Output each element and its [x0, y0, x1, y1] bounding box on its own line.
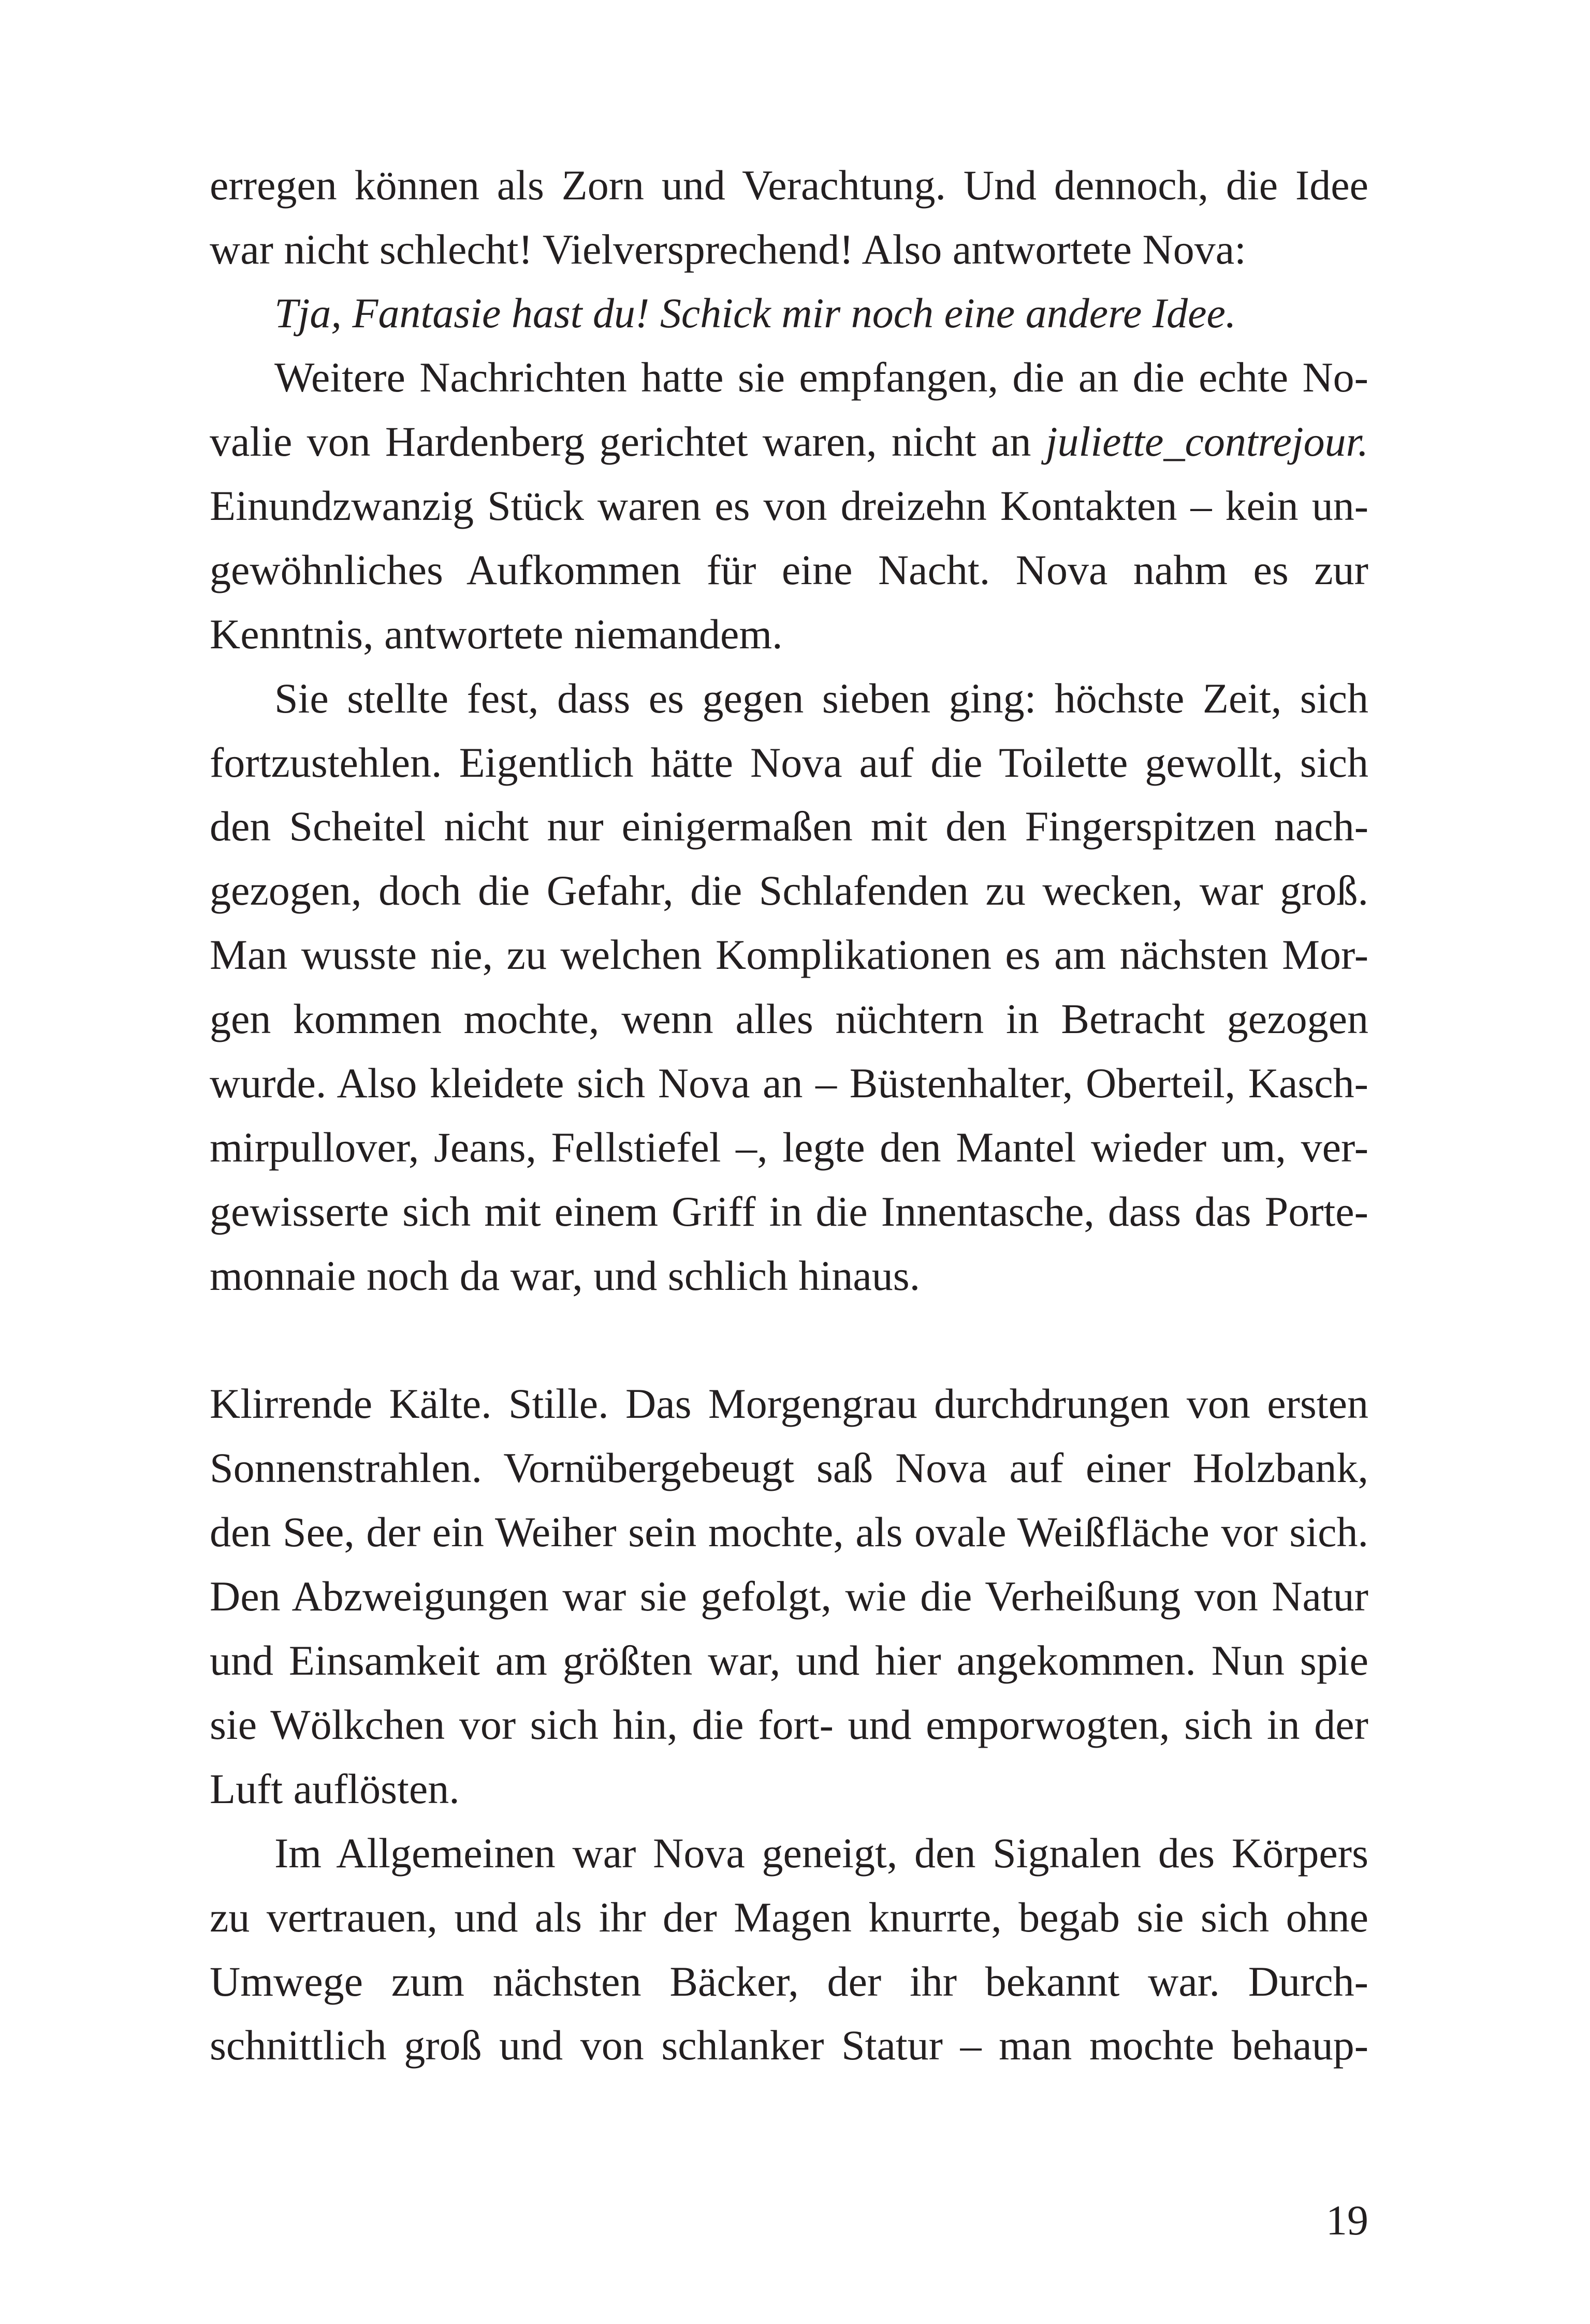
text-line: gewöhnliches Aufkommen für eine Nacht. Nova nahm es zur — [210, 546, 1368, 593]
text-line: sie Wölkchen vor sich hin, die fort- und emporwogten, sich in der — [210, 1701, 1368, 1748]
text-line: Kenntnis, antwortete niemandem. — [210, 611, 783, 658]
text-line: gewisserte sich mit einem Griff in die Innentasche, dass das Porte- — [210, 1188, 1368, 1235]
text-line: gen kommen mochte, wenn alles nüchtern in Betracht gezogen — [210, 995, 1368, 1042]
text-line: erregen können als Zorn und Verachtung. Und dennoch, die Idee — [210, 162, 1368, 209]
text-line: Luft auflösten. — [210, 1765, 460, 1812]
italic-message-line: Tja, Fantasie hast du! Schick mir noch eine andere Idee. — [274, 289, 1236, 337]
text-line: Sonnenstrahlen. Vornübergebeugt saß Nova auf einer Holzbank, — [210, 1444, 1368, 1491]
text-line: Weitere Nachrichten hatte sie empfangen, die an die echte No- — [274, 354, 1368, 401]
text-line: monnaie noch da war, und schlich hinaus. — [210, 1252, 921, 1299]
text-line: war nicht schlecht! Vielversprechend! Also antwortete Nova: — [210, 226, 1246, 273]
text-line — [210, 416, 1368, 468]
text-line: Den Abzweigungen war sie gefolgt, wie die Verheißung von Natur — [210, 1573, 1368, 1620]
text-line: Klirrende Kälte. Stille. Das Morgengrau durchdrungen von ersten — [210, 1380, 1368, 1427]
text-line: den Scheitel nicht nur einigermaßen mit den Fingerspitzen nach- — [210, 803, 1368, 850]
text-line: schnittlich groß und von schlanker Statur – man mochte behaup- — [210, 2022, 1368, 2069]
text-line: wurde. Also kleidete sich Nova an – Büstenhalter, Oberteil, Kasch- — [210, 1059, 1368, 1107]
page-number: 19 — [1326, 2197, 1368, 2244]
text-line: Im Allgemeinen war Nova geneigt, den Signalen des Körpers — [274, 1829, 1368, 1877]
text-line: Umwege zum nächsten Bäcker, der ihr bekannt war. Durch- — [210, 1958, 1368, 2005]
text-line: und Einsamkeit am größten war, und hier angekommen. Nun spie — [210, 1637, 1368, 1684]
text-line: gezogen, doch die Gefahr, die Schlafenden zu wecken, war groß. — [210, 867, 1368, 914]
text-line: Man wusste nie, zu welchen Komplikationen es am nächsten Mor- — [210, 931, 1368, 978]
text-line: Sie stellte fest, dass es gegen sieben ging: höchste Zeit, sich — [274, 675, 1368, 722]
italic-username: juliette_contrejour. — [1045, 418, 1368, 465]
text-line: den See, der ein Weiher sein mochte, als ovale Weißfläche vor sich. — [210, 1508, 1368, 1556]
text-fragment: valie von Hardenberg gerichtet waren, nicht an — [210, 418, 1031, 465]
text-line: mirpullover, Jeans, Fellstiefel –, legte den Mantel wieder um, ver- — [210, 1124, 1368, 1171]
text-line: Einundzwanzig Stück waren es von dreizehn Kontakten – kein un- — [210, 482, 1368, 529]
text-line: fortzustehlen. Eigentlich hätte Nova auf die Toilette gewollt, sich — [210, 739, 1368, 786]
text-line: zu vertrauen, und als ihr der Magen knurrte, begab sie sich ohne — [210, 1894, 1368, 1941]
